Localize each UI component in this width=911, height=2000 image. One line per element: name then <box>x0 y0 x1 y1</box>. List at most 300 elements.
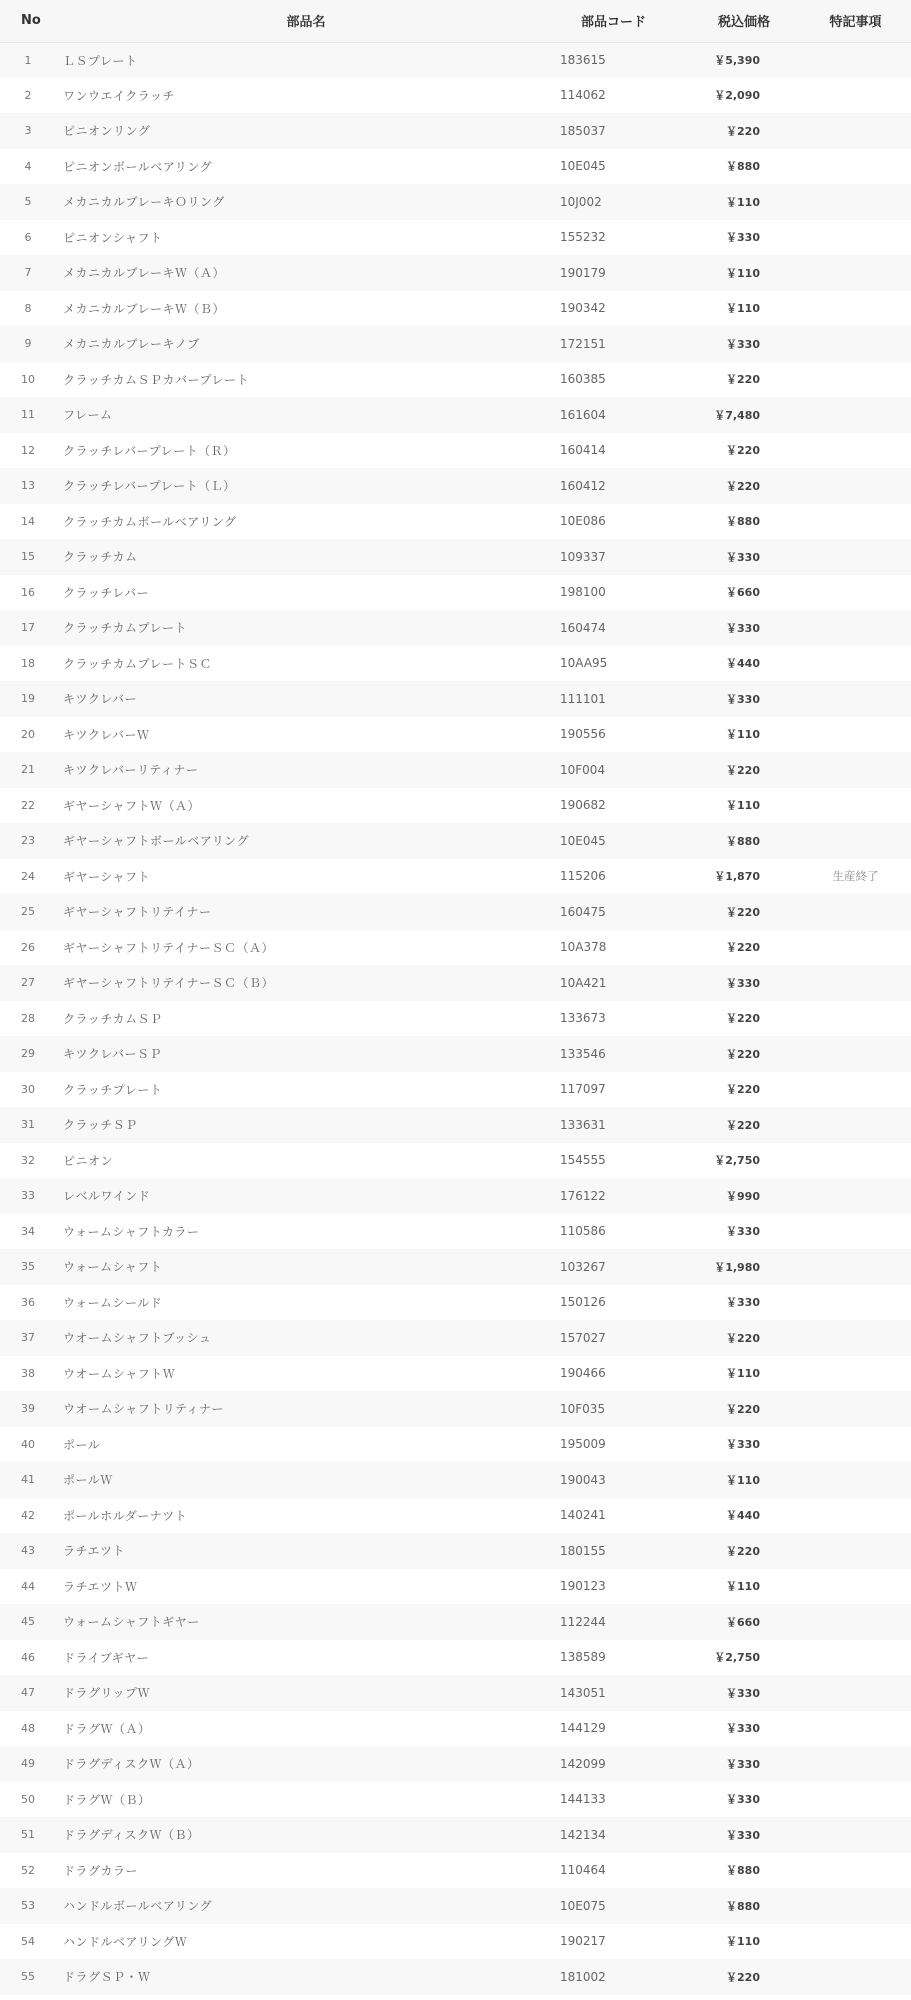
price: ￥220 <box>726 763 760 777</box>
note <box>800 610 911 646</box>
table-header <box>0 0 911 42</box>
part-code: 181002 <box>560 1969 606 1984</box>
price: ￥660 <box>726 586 760 600</box>
part-name: ウォームシャフト <box>63 1260 163 1275</box>
part-code: 103267 <box>560 1259 606 1274</box>
part-code: 160414 <box>560 443 606 458</box>
part-code: 140241 <box>560 1508 606 1523</box>
part-code: 133546 <box>560 1046 606 1061</box>
part-code: 161604 <box>560 407 606 422</box>
price: ￥990 <box>726 1189 760 1203</box>
price: ￥220 <box>726 941 760 955</box>
part-name: キツクレバー <box>63 692 138 707</box>
note <box>800 1675 911 1711</box>
row-number: 7 <box>24 266 32 280</box>
price: ￥220 <box>726 1402 760 1416</box>
table-row <box>0 1746 911 1782</box>
note <box>800 1036 911 1072</box>
price: ￥330 <box>726 337 760 351</box>
row-number: 28 <box>21 1011 35 1025</box>
row-number: 21 <box>21 763 35 777</box>
part-name: ウォームシャフトギヤー <box>63 1615 200 1630</box>
part-code: 190217 <box>560 1934 606 1949</box>
note <box>800 1498 911 1534</box>
part-name: ドラグＷ（Ａ） <box>63 1721 151 1736</box>
table-row <box>0 717 911 753</box>
price: ￥880 <box>726 1899 760 1913</box>
price: ￥330 <box>726 1722 760 1736</box>
part-name: ウォームシャフトカラー <box>63 1224 200 1239</box>
part-code: 185037 <box>560 123 606 138</box>
row-number: 19 <box>21 692 35 706</box>
table-row <box>0 149 911 185</box>
row-number: 32 <box>21 1153 35 1167</box>
price: ￥220 <box>726 124 760 138</box>
table-row <box>0 1072 911 1108</box>
note <box>800 1569 911 1605</box>
row-number: 11 <box>21 408 35 422</box>
part-code: 115206 <box>560 869 606 884</box>
table-row <box>0 291 911 327</box>
part-code: 133673 <box>560 1011 606 1026</box>
price: ￥220 <box>726 1118 760 1132</box>
price: ￥440 <box>726 657 760 671</box>
table-row <box>0 326 911 362</box>
price: ￥330 <box>726 692 760 706</box>
note <box>800 78 911 114</box>
row-number: 44 <box>21 1579 35 1593</box>
note <box>800 1533 911 1569</box>
price: ￥330 <box>726 1828 760 1842</box>
price: ￥110 <box>726 195 760 209</box>
part-code: 143051 <box>560 1685 606 1700</box>
part-code: 180155 <box>560 1543 606 1558</box>
part-code: 183615 <box>560 53 606 67</box>
row-number: 31 <box>21 1118 35 1132</box>
table-row <box>0 1036 911 1072</box>
table-body <box>0 42 911 1995</box>
note <box>800 930 911 966</box>
table-row <box>0 539 911 575</box>
part-code: 176122 <box>560 1188 606 1203</box>
part-name: ピニオンボールベアリング <box>63 159 213 174</box>
row-number: 38 <box>21 1366 35 1380</box>
table-row <box>0 1178 911 1214</box>
table-row <box>0 1959 911 1995</box>
price: ￥110 <box>726 728 760 742</box>
table-row <box>0 1569 911 1605</box>
part-name: ピニオン <box>63 1153 114 1168</box>
price: ￥330 <box>726 550 760 564</box>
note <box>800 468 911 504</box>
table-row <box>0 468 911 504</box>
row-number: 47 <box>21 1686 35 1700</box>
part-name: ドラグカラー <box>63 1863 139 1878</box>
part-name: ギヤーシャフトリテイナーＳＣ（Ｂ） <box>63 976 274 991</box>
header-note: 特記事項 <box>800 0 911 42</box>
part-name: メカニカルブレーキノブ <box>63 337 200 352</box>
row-number: 13 <box>21 479 35 493</box>
price: ￥330 <box>726 1757 760 1771</box>
part-code: 10A421 <box>560 975 607 990</box>
note <box>800 1959 911 1995</box>
note <box>800 788 911 824</box>
note <box>800 752 911 788</box>
price: ￥110 <box>726 1580 760 1594</box>
table-row <box>0 1391 911 1427</box>
part-code: 133631 <box>560 1117 606 1132</box>
table-row <box>0 823 911 859</box>
price: ￥880 <box>726 1864 760 1878</box>
part-name: ウォームシールド <box>63 1295 163 1310</box>
table-row <box>0 1604 911 1640</box>
part-code: 10F035 <box>560 1401 606 1416</box>
row-number: 41 <box>21 1473 35 1487</box>
note <box>800 220 911 256</box>
price: ￥110 <box>726 302 760 316</box>
price: ￥220 <box>726 1544 760 1558</box>
part-name: ドラグＳＰ・Ｗ <box>63 1970 151 1985</box>
part-name: ドラグリップＷ <box>63 1686 151 1701</box>
part-code: 10E045 <box>560 833 606 848</box>
table-row <box>0 1817 911 1853</box>
part-code: 157027 <box>560 1330 606 1345</box>
part-name: ドラグディスクＷ（Ｂ） <box>63 1828 200 1843</box>
table-row <box>0 788 911 824</box>
note <box>800 149 911 185</box>
part-code: 10A378 <box>560 940 607 955</box>
row-number: 42 <box>21 1508 35 1522</box>
row-number: 18 <box>21 656 35 670</box>
note <box>800 504 911 540</box>
part-name: レベルワインド <box>63 1189 151 1204</box>
note <box>800 1107 911 1143</box>
part-code: 10AA95 <box>560 656 608 671</box>
price: ￥220 <box>726 1047 760 1061</box>
note <box>800 433 911 469</box>
table-row <box>0 1498 911 1534</box>
note <box>800 1001 911 1037</box>
row-number: 36 <box>21 1295 35 1309</box>
header-row <box>0 0 911 42</box>
part-code: 111101 <box>560 691 606 706</box>
table-row <box>0 1782 911 1818</box>
part-name: クラッチカムＳＰカバープレート <box>63 372 249 387</box>
table-row <box>0 433 911 469</box>
note <box>800 1853 911 1889</box>
price: ￥220 <box>726 905 760 919</box>
row-number: 40 <box>21 1437 35 1451</box>
row-number: 20 <box>21 727 35 741</box>
part-name: ウオームシャフトブッシュ <box>63 1331 212 1346</box>
part-code: 117097 <box>560 1082 606 1097</box>
table-row <box>0 610 911 646</box>
price: ￥220 <box>726 373 760 387</box>
note <box>800 1178 911 1214</box>
part-code: 190342 <box>560 301 606 316</box>
part-code: 114062 <box>560 88 606 103</box>
note: 生産終了 <box>832 869 879 884</box>
part-code: 10F004 <box>560 762 606 777</box>
price: ￥880 <box>726 834 760 848</box>
note <box>800 1285 911 1321</box>
part-code: 150126 <box>560 1295 606 1310</box>
part-name: ハンドルボールベアリング <box>63 1899 213 1914</box>
part-name: ＬＳプレート <box>63 53 138 68</box>
note <box>800 823 911 859</box>
note <box>800 1924 911 1960</box>
part-name: クラッチカム <box>63 550 138 565</box>
note <box>800 1782 911 1818</box>
part-code: 160412 <box>560 478 606 493</box>
price: ￥110 <box>726 1367 760 1381</box>
price: ￥110 <box>726 1473 760 1487</box>
price: ￥880 <box>726 515 760 529</box>
table-row <box>0 1107 911 1143</box>
price: ￥1,870 <box>714 870 760 884</box>
note <box>800 1888 911 1924</box>
row-number: 6 <box>24 230 32 244</box>
note <box>800 1356 911 1392</box>
table-row <box>0 113 911 149</box>
row-number: 43 <box>21 1544 35 1558</box>
header-part-name: 部品名 <box>57 0 555 42</box>
note <box>800 113 911 149</box>
part-name: メカニカルブレーキＷ（Ａ） <box>63 266 226 281</box>
part-name: ドラグディスクＷ（Ａ） <box>63 1757 200 1772</box>
part-name: メカニカルブレーキＷ（Ｂ） <box>63 301 226 316</box>
price: ￥330 <box>726 231 760 245</box>
row-number: 51 <box>21 1828 35 1842</box>
table-row <box>0 1427 911 1463</box>
row-number: 30 <box>21 1082 35 1096</box>
price: ￥220 <box>726 479 760 493</box>
row-number: 17 <box>21 621 35 635</box>
part-name: ギヤーシャフトリテイナー <box>63 905 212 920</box>
header-no: No <box>0 0 57 42</box>
table-row <box>0 362 911 398</box>
part-name: ウオームシャフトＷ <box>63 1366 176 1381</box>
row-number: 33 <box>21 1189 35 1203</box>
price: ￥220 <box>726 1012 760 1026</box>
table-row <box>0 504 911 540</box>
part-name: ポール <box>63 1437 101 1452</box>
part-code: 109337 <box>560 549 606 564</box>
part-code: 138589 <box>560 1650 606 1665</box>
table-row <box>0 681 911 717</box>
part-name: ギヤーシャフト <box>63 869 151 884</box>
table-row <box>0 1462 911 1498</box>
row-number: 25 <box>21 905 35 919</box>
price: ￥2,090 <box>714 89 760 103</box>
note <box>800 1746 911 1782</box>
table-row <box>0 1888 911 1924</box>
part-name: ピニオンリング <box>63 124 151 139</box>
row-number: 2 <box>24 88 32 102</box>
row-number: 27 <box>21 976 35 990</box>
note <box>800 539 911 575</box>
row-number: 5 <box>24 195 32 209</box>
part-name: クラッチレバー <box>63 585 150 600</box>
table-row <box>0 752 911 788</box>
part-code: 190682 <box>560 798 606 813</box>
price: ￥220 <box>726 1331 760 1345</box>
part-code: 10J002 <box>560 194 602 209</box>
price: ￥880 <box>726 160 760 174</box>
note <box>800 681 911 717</box>
part-name: キツクレバーＷ <box>63 727 150 742</box>
price: ￥330 <box>726 621 760 635</box>
part-name: キツクレバーＳＰ <box>63 1047 163 1062</box>
note <box>800 255 911 291</box>
price: ￥330 <box>726 976 760 990</box>
note <box>800 1143 911 1179</box>
row-number: 35 <box>21 1260 35 1274</box>
row-number: 9 <box>24 337 32 351</box>
note <box>800 1462 911 1498</box>
part-name: クラッチレバープレート（Ｒ） <box>63 443 236 458</box>
row-number: 53 <box>21 1899 35 1913</box>
part-code: 10E086 <box>560 514 606 529</box>
table-row <box>0 1285 911 1321</box>
note <box>800 42 911 78</box>
row-number: 29 <box>21 1047 35 1061</box>
part-code: 10E045 <box>560 159 606 174</box>
table-row <box>0 42 911 78</box>
price: ￥330 <box>726 1225 760 1239</box>
note <box>800 362 911 398</box>
price: ￥110 <box>726 799 760 813</box>
part-code: 142099 <box>560 1756 606 1771</box>
row-number: 23 <box>21 834 35 848</box>
row-number: 16 <box>21 585 35 599</box>
row-number: 52 <box>21 1863 35 1877</box>
price: ￥2,750 <box>714 1154 760 1168</box>
price: ￥330 <box>726 1686 760 1700</box>
table-row <box>0 575 911 611</box>
part-name: キツクレバーリティナー <box>63 763 199 778</box>
note <box>800 326 911 362</box>
table-row <box>0 1640 911 1676</box>
part-code: 154555 <box>560 1153 606 1168</box>
price: ￥440 <box>726 1509 760 1523</box>
part-code: 110464 <box>560 1863 606 1878</box>
part-name: ラチエツトＷ <box>63 1579 138 1594</box>
part-code: 190043 <box>560 1472 606 1487</box>
table-row <box>0 965 911 1001</box>
part-name: クラッチプレート <box>63 1082 163 1097</box>
price: ￥330 <box>726 1438 760 1452</box>
price: ￥660 <box>726 1615 760 1629</box>
price: ￥110 <box>726 1935 760 1949</box>
part-code: 198100 <box>560 585 606 600</box>
part-name: ギヤーシャフトリテイナーＳＣ（Ａ） <box>63 940 274 955</box>
row-number: 49 <box>21 1757 35 1771</box>
table-row <box>0 184 911 220</box>
part-code: 142134 <box>560 1827 606 1842</box>
row-number: 54 <box>21 1934 35 1948</box>
part-name: メカニカルブレーキＯリング <box>63 195 225 210</box>
note <box>800 1711 911 1747</box>
note <box>800 1214 911 1250</box>
row-number: 24 <box>21 869 35 883</box>
note <box>800 1427 911 1463</box>
note <box>800 717 911 753</box>
note <box>800 575 911 611</box>
row-number: 4 <box>24 159 32 173</box>
price: ￥330 <box>726 1296 760 1310</box>
price: ￥220 <box>726 1970 760 1984</box>
row-number: 22 <box>21 798 35 812</box>
note <box>800 1249 911 1285</box>
table-row <box>0 930 911 966</box>
row-number: 3 <box>24 124 32 138</box>
part-code: 160385 <box>560 372 606 387</box>
part-name: ポールＷ <box>63 1473 113 1488</box>
part-code: 190466 <box>560 1366 606 1381</box>
row-number: 50 <box>21 1792 35 1806</box>
part-name: クラッチレバープレート（Ｌ） <box>63 479 236 494</box>
note <box>800 397 911 433</box>
note <box>800 965 911 1001</box>
table-row <box>0 1711 911 1747</box>
part-code: 160475 <box>560 904 606 919</box>
part-code: 160474 <box>560 620 606 635</box>
table-row <box>0 1356 911 1392</box>
table-row <box>0 1001 911 1037</box>
row-number: 1 <box>24 53 32 67</box>
row-number: 55 <box>21 1970 35 1984</box>
table-row <box>0 1320 911 1356</box>
row-number: 26 <box>21 940 35 954</box>
note <box>800 1817 911 1853</box>
row-number: 48 <box>21 1721 35 1735</box>
table-row <box>0 1853 911 1889</box>
part-name: ドライブギヤー <box>63 1650 150 1665</box>
table-row <box>0 78 911 114</box>
part-name: クラッチカムプレートＳＣ <box>63 656 213 671</box>
table-row <box>0 646 911 682</box>
note <box>800 1320 911 1356</box>
table-row <box>0 1249 911 1285</box>
part-code: 144129 <box>560 1721 606 1736</box>
row-number: 14 <box>21 514 35 528</box>
table-row <box>0 397 911 433</box>
note <box>800 1072 911 1108</box>
price: ￥5,390 <box>714 54 760 67</box>
price: ￥220 <box>726 1083 760 1097</box>
price: ￥330 <box>726 1793 760 1807</box>
part-name: クラッチＳＰ <box>63 1118 138 1133</box>
row-number: 10 <box>21 372 35 386</box>
note <box>800 1391 911 1427</box>
table-row <box>0 1533 911 1569</box>
table-row <box>0 220 911 256</box>
part-code: 190179 <box>560 265 606 280</box>
part-name: ハンドルベアリングＷ <box>63 1934 188 1949</box>
row-number: 46 <box>21 1650 35 1664</box>
note <box>800 646 911 682</box>
header-part-code: 部品コード <box>555 0 680 42</box>
part-code: 190556 <box>560 727 606 742</box>
row-number: 12 <box>21 443 35 457</box>
row-number: 39 <box>21 1402 35 1416</box>
table-row <box>0 255 911 291</box>
table-row <box>0 859 911 895</box>
table-row <box>0 1214 911 1250</box>
part-name: ウオームシャフトリティナー <box>63 1402 225 1417</box>
part-name: ドラグＷ（Ｂ） <box>63 1792 151 1807</box>
